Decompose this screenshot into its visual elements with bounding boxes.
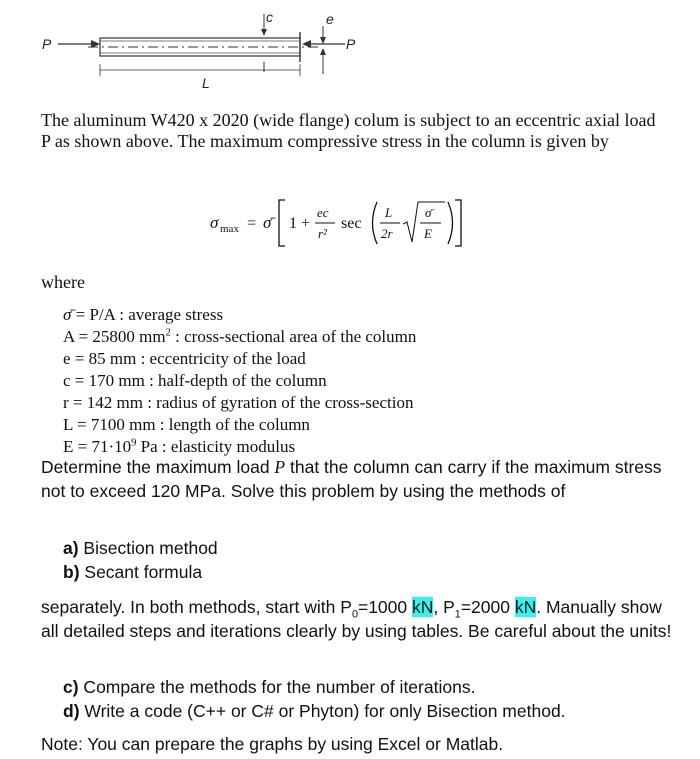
highlight-kn-2: kN xyxy=(514,597,537,617)
def-area: A = 25800 $mm^2$ : cross-sectional area of the column xyxy=(63,327,417,346)
method-a: a) Bisection method xyxy=(63,538,218,558)
bracket-right xyxy=(455,200,461,246)
task-d: d) Write a code (C++ or C# or Phyton) for only Bisection method. xyxy=(63,700,566,721)
column-figure xyxy=(40,6,380,96)
def-half-depth: c = 170 mm : half-depth of the column xyxy=(63,371,327,390)
intro-paragraph: The aluminum W420 x 2020 (wide flange) colum is subject to an eccentric axial load P as shown above. The maximum compressive stress in the column is given by xyxy=(41,110,656,151)
highlight-kn-1: kN xyxy=(412,597,434,617)
def-radius-gyration: r = 142 mm : radius of gyration of the cross-section xyxy=(63,393,414,412)
paren-right xyxy=(448,202,453,244)
frac2-denominator: 2r xyxy=(381,226,393,241)
methods-list-ab xyxy=(63,537,623,584)
formula-equals: = xyxy=(247,215,257,232)
method-b: b) Secant formula xyxy=(63,561,203,582)
def-sigma-bar: σ̄ = P/A : average stress xyxy=(63,305,224,324)
task-paragraph: Determine the maximum load P that the column can carry if the maximum stress not to exceed 120 MPa. Solve this problem by using the methods of xyxy=(41,457,662,501)
frac3-denominator: E xyxy=(424,226,432,241)
bracket-left xyxy=(279,200,285,246)
formula-one-plus: 1 + xyxy=(289,215,311,232)
frac3-numerator: σ̄ xyxy=(425,205,432,220)
def-length: L = 7100 mm : length of the column xyxy=(63,415,310,434)
methods-list-cd xyxy=(63,676,623,723)
frac1-denominator: r² xyxy=(318,226,327,241)
label-p-left: P xyxy=(42,36,52,52)
e-dimension-arrow-top xyxy=(320,37,326,44)
note-line: Note: You can prepare the graphs by using Excel or Matlab. xyxy=(41,734,504,754)
formula-sigma-sub: max xyxy=(220,223,239,235)
task-c: c) Compare the methods for the number of iterations. xyxy=(63,677,476,697)
frac1-numerator: ec xyxy=(317,205,329,220)
definitions-list xyxy=(63,304,623,458)
def-eccentricity: e = 85 mm : eccentricity of the load xyxy=(63,349,306,368)
paren-left xyxy=(373,202,378,244)
label-p-right: P xyxy=(346,36,356,52)
where-label: where xyxy=(41,272,85,292)
label-length: L xyxy=(202,75,210,91)
c-dimension-arrow xyxy=(261,29,267,36)
formula-sigma: σ xyxy=(210,213,219,232)
label-e: e xyxy=(326,11,334,27)
max-stress-formula xyxy=(205,192,505,252)
def-elasticity: $E = 71\cdot 10^9$ Pa : elasticity modulus xyxy=(63,437,296,456)
start-values-paragraph: separately. In both methods, start with $P_0=1000$ kN, $P_1=2000$ kN. Manually show all detailed steps and iterations clearly by using tables. Be careful about the units! xyxy=(41,597,672,641)
e-dimension-arrow-bottom xyxy=(320,48,326,55)
frac2-numerator: L xyxy=(385,205,393,220)
formula-sigma-bar: σ̄ xyxy=(263,213,272,232)
formula-sec: sec xyxy=(341,215,362,232)
label-c: c xyxy=(266,9,273,25)
